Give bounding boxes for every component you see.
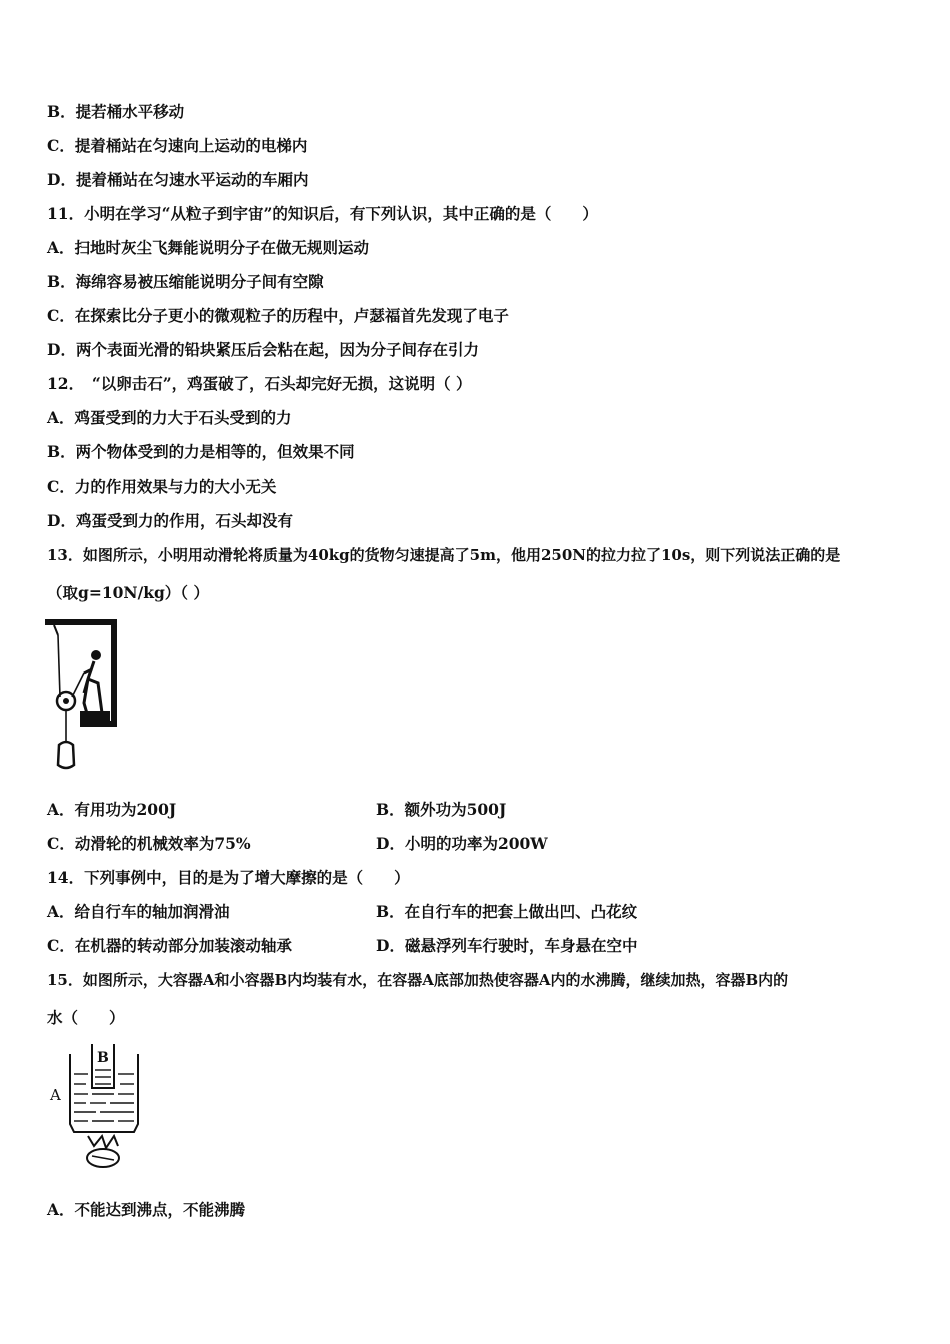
- q12-option-a: A．鸡蛋受到的力大于石头受到的力: [47, 408, 292, 427]
- q12-stem: 12． “以卵击石”，鸡蛋破了，石头却完好无损，这说明（ ）: [47, 374, 472, 393]
- q14-option-c: C．在机器的转动部分加装滚动轴承: [47, 936, 292, 955]
- q14-stem: 14．下列事例中，目的是为了增大摩擦的是（ ）: [47, 868, 410, 887]
- q13-option-d: D．小明的功率为200W: [376, 834, 548, 853]
- q10-option-c: C．提着桶站在匀速向上运动的电梯内: [47, 136, 308, 155]
- load-weight: [58, 742, 74, 768]
- q11-option-b: B．海绵容易被压缩能说明分子间有空隙: [47, 272, 324, 291]
- q14-option-d: D．磁悬浮列车行驶时，车身悬在空中: [376, 936, 638, 955]
- q13-option-b: B．额外功为500J: [376, 800, 507, 819]
- water-a: [74, 1074, 134, 1121]
- q11-option-c: C．在探索比分子更小的微观粒子的历程中，卢瑟福首先发现了电子: [47, 306, 509, 325]
- q15-stem-line2: 水（ ）: [47, 1008, 125, 1027]
- q10-option-d: D．提着桶站在匀速水平运动的车厢内: [47, 170, 309, 189]
- label-a: A: [50, 1086, 61, 1104]
- frame-right: [111, 619, 117, 727]
- boiling-container-figure: [48, 1040, 148, 1172]
- q15-stem-line1: 15．如图所示，大容器A和小容器B内均装有水，在容器A底部加热使容器A内的水沸腾，继续加热，容器B内的: [47, 971, 789, 989]
- person-head: [91, 650, 101, 660]
- frame-floor: [80, 721, 117, 727]
- q13-stem-line2: （取g=10N/kg）（ ）: [47, 583, 209, 602]
- q12-option-d: D．鸡蛋受到力的作用，石头却没有: [47, 511, 293, 530]
- q15-option-a: A．不能达到沸点，不能沸腾: [47, 1200, 246, 1219]
- pulley-figure: [44, 617, 120, 777]
- q11-option-d: D．两个表面光滑的铅块紧压后会粘在起，因为分子间存在引力: [47, 340, 479, 359]
- q12-option-b: B．两个物体受到的力是相等的，但效果不同: [47, 442, 355, 461]
- q14-option-b: B．在自行车的把套上做出凹、凸花纹: [376, 902, 638, 921]
- q10-option-b: B．提若桶水平移动: [47, 102, 185, 121]
- q13-option-a: A．有用功为200J: [47, 800, 177, 819]
- person-body: [84, 661, 102, 717]
- q13-stem-line1: 13．如图所示，小明用动滑轮将质量为40kg的货物匀速提高了5m，他用250N的拉力拉了10s，则下列说法正确的是: [47, 546, 841, 564]
- flame-icon: [88, 1136, 118, 1148]
- label-b: B: [97, 1050, 109, 1066]
- water-b: [95, 1070, 111, 1084]
- q12-option-c: C．力的作用效果与力的大小无关: [47, 477, 277, 496]
- q11-option-a: A．扫地时灰尘飞舞能说明分子在做无规则运动: [47, 238, 370, 257]
- q13-option-c: C．动滑轮的机械效率为75%: [47, 834, 251, 853]
- q11-stem: 11．小明在学习“从粒子到宇宙”的知识后，有下列认识，其中正确的是（ ）: [47, 204, 598, 223]
- q14-option-a: A．给自行车的轴加润滑油: [47, 902, 230, 921]
- frame-top: [45, 619, 117, 625]
